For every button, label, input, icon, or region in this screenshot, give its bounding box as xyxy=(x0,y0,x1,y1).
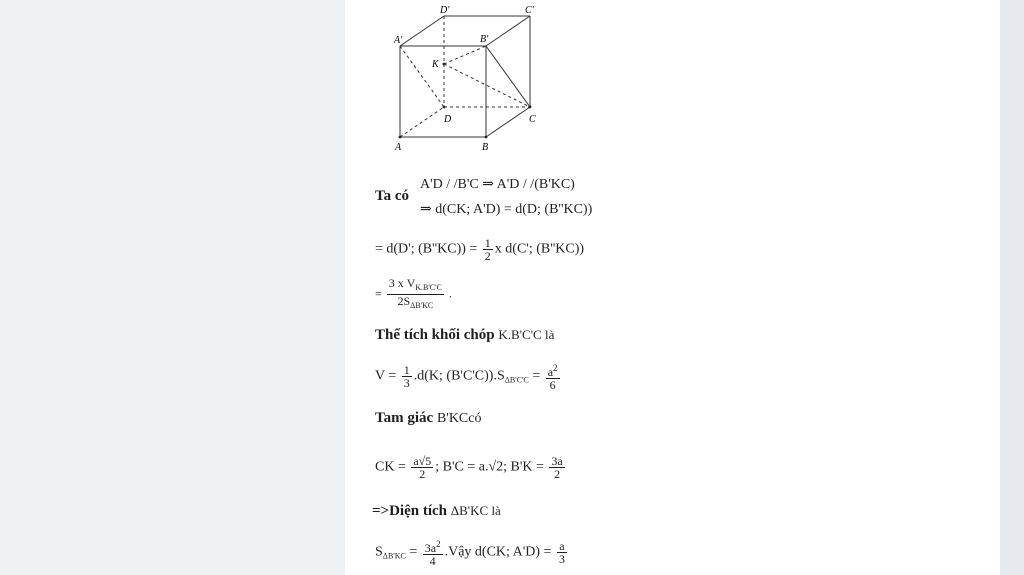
scrollbar-track[interactable] xyxy=(1000,0,1024,575)
label-b: B xyxy=(482,142,489,153)
label-k: K xyxy=(432,59,439,70)
label-d1: D' xyxy=(440,5,450,16)
label-a1: A' xyxy=(394,35,403,46)
line-3: = $\frac{3 x V_{K.B'C'C}}{2S_{\Delta B'KC}}$ . xyxy=(375,276,452,310)
edge-b1c xyxy=(486,46,530,107)
edge-kc xyxy=(444,64,530,107)
edge-a1d xyxy=(400,46,444,107)
label-d: D xyxy=(444,114,452,125)
line-7: CK = $\frac{a√5}{2}$ ; B'C = a.√2; B'K = $\frac{3a}{2}$ xyxy=(375,454,563,481)
line-8: =>Diện tích ΔB'KC là xyxy=(372,503,501,519)
line-4: Thể tích khối chóp K.B'C'C là xyxy=(375,327,555,343)
ta-co-label: Ta có xyxy=(375,188,410,204)
line-2: = d(D'; (B''KC)) = $\frac{1}{2}$ x d(C'; (B''KC)) xyxy=(375,236,585,263)
line-1b: ⇒ d(CK; A'D) = d(D; (B''KC)) xyxy=(420,202,593,217)
cube-figure xyxy=(390,0,550,155)
edge-bc xyxy=(486,107,530,137)
line-6: Tam giác B'KCcó xyxy=(375,410,482,426)
edge-ad xyxy=(400,107,444,137)
label-c: C xyxy=(529,114,536,125)
edge-a1d1 xyxy=(400,16,444,46)
label-a: A xyxy=(395,142,402,153)
line-5: V = $\frac{1}{3}$ .d(K; $(B'C'C)).S_{\Delta B'C'C}$ = $\frac{a^2}{6}$ xyxy=(375,363,558,392)
label-c1: C' xyxy=(525,5,534,16)
line-9: $S_{\Delta B'KC}$ = $\frac{3a^2}{4}$ .Vậy d(CK; A'D) = $\frac{a}{3}$ xyxy=(375,539,565,568)
edge-kb1 xyxy=(444,46,486,64)
edge-c1b1 xyxy=(486,16,530,46)
label-b1: B' xyxy=(480,34,489,45)
line-1a: A'D / /B'C ⇒ A'D / /(B'KC) xyxy=(420,177,575,192)
